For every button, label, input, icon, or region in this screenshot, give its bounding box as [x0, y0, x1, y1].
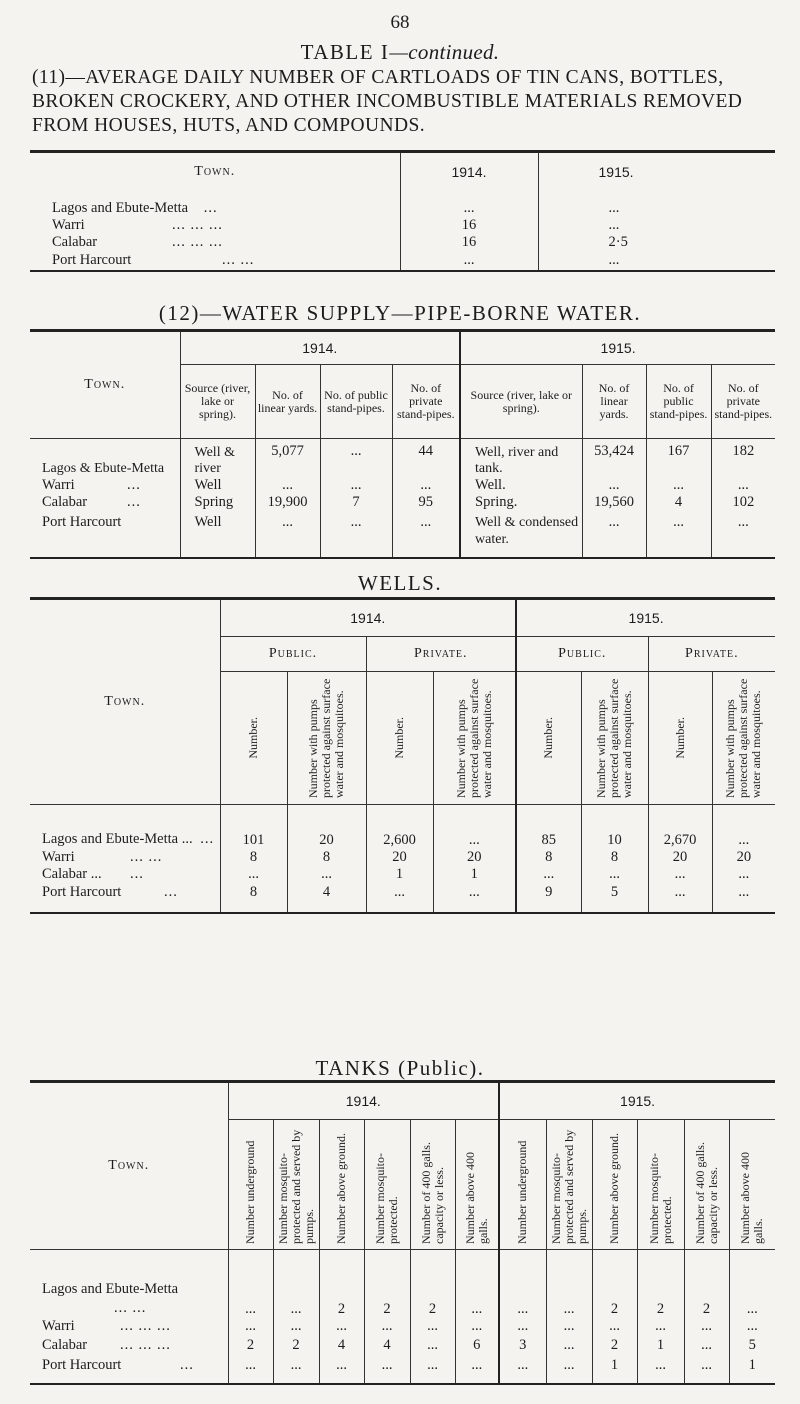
table-row — [30, 234, 775, 251]
col-mosquito-pumps: Number mosquito-protected and served by pumps. — [548, 1129, 589, 1244]
cell-value: ... — [546, 1356, 592, 1384]
cell-linear-yards-1915: ... — [582, 512, 646, 558]
town-name: Calabar — [42, 1337, 88, 1353]
cell-private-1915: ... — [711, 477, 775, 494]
cell-value: ... — [455, 1356, 499, 1384]
leader-dots: ... — [130, 865, 144, 882]
cell-public-1914: ... — [320, 477, 392, 494]
cell-1915: 2·5 — [538, 234, 775, 251]
col-number: Number. — [246, 717, 260, 759]
cell-source-1915: Well, river and tank. — [460, 439, 582, 477]
cell-value: 2 — [364, 1250, 410, 1318]
col-above-400: Number above 400 galls. — [738, 1151, 766, 1244]
leader-dots: ... ... — [114, 1299, 147, 1316]
table-pipe-borne-water — [30, 329, 775, 559]
wells-heading: WELLS. — [357, 571, 443, 595]
table-row — [30, 512, 775, 558]
leader-dots: ... ... — [130, 848, 163, 865]
col-mosquito-protected: Number mosquito-protected. — [646, 1152, 674, 1244]
leader-dots: ... ... ... — [172, 216, 223, 233]
town-name: Port Harcourt — [42, 513, 122, 530]
table-row — [30, 251, 775, 271]
town-name: Lagos and Ebute-Metta — [42, 1280, 179, 1297]
col-mosquito-pumps: Number mosquito-protected and served by pumps. — [275, 1129, 316, 1244]
cell-value: ... — [684, 1318, 729, 1336]
cell-value: ... — [319, 1356, 364, 1384]
cell-number: 2,600 — [366, 805, 433, 849]
header-1914: 1914. — [220, 599, 516, 637]
header-town: Town. — [84, 377, 126, 392]
col-linear-yards-1914: No. of linear yards. — [255, 365, 320, 439]
cell-linear-yards-1914: 19,900 — [255, 494, 320, 512]
table-row — [30, 883, 775, 913]
cell-value: ... — [499, 1250, 546, 1318]
cell-value: ... — [455, 1250, 499, 1318]
cell-pumps: ... — [287, 866, 366, 883]
table-row — [30, 805, 775, 849]
cell-1914: ... — [400, 251, 538, 271]
cell-linear-yards-1915: ... — [582, 477, 646, 494]
header-1915: 1915. — [516, 599, 775, 637]
col-number: Number. — [392, 717, 406, 759]
header-1914: 1914. — [228, 1082, 499, 1120]
header-1915: 1915. — [499, 1082, 775, 1120]
cell-value: ... — [228, 1250, 273, 1318]
cell-number: 8 — [220, 883, 287, 913]
cell-number: ... — [220, 866, 287, 883]
table-tanks — [30, 1080, 775, 1385]
cell-pumps: ... — [712, 805, 775, 849]
col-400-or-less: Number of 400 galls. capacity or less. — [418, 1141, 446, 1244]
col-above-400: Number above 400 galls. — [462, 1151, 490, 1244]
cell-value: ... — [410, 1356, 455, 1384]
cell-source-1914: Well — [180, 477, 255, 494]
cell-value: 4 — [319, 1336, 364, 1356]
cell-source-1914: Well — [180, 512, 255, 558]
cell-value: 2 — [592, 1250, 637, 1318]
cell-public-1915: ... — [646, 512, 711, 558]
cell-private-1914: ... — [392, 512, 460, 558]
cell-value: 1 — [637, 1336, 684, 1356]
cell-source-1915: Well & condensed water. — [460, 512, 582, 558]
leader-dots: ... — [180, 1356, 194, 1373]
cell-source-1915: Spring. — [460, 494, 582, 512]
col-above-ground: Number above ground. — [334, 1132, 348, 1244]
cell-value: 3 — [499, 1336, 546, 1356]
leader-dots: ... ... ... — [120, 1318, 171, 1334]
col-public-standpipes-1915: No. of public stand-pipes. — [646, 365, 711, 439]
cell-value: 2 — [684, 1250, 729, 1318]
cell-value: ... — [364, 1356, 410, 1384]
table-row — [30, 217, 775, 234]
cell-value: ... — [499, 1356, 546, 1384]
town-name: Warri — [42, 848, 75, 865]
cell-value: ... — [729, 1318, 775, 1336]
header-private-1915: Private. — [648, 637, 775, 672]
col-pumps: Number with pumps protected against surface water and mosquitoes. — [723, 678, 764, 798]
cell-private-1914: ... — [392, 477, 460, 494]
cell-value: 2 — [592, 1336, 637, 1356]
cell-value: ... — [410, 1318, 455, 1336]
cell-private-1914: 95 — [392, 494, 460, 512]
cell-number: 85 — [516, 805, 581, 849]
cell-number: 20 — [648, 849, 712, 866]
town-name: Port Harcourt — [52, 251, 132, 268]
town-name: Calabar ... — [42, 865, 102, 882]
cell-value: ... — [684, 1336, 729, 1356]
cell-pumps: ... — [712, 883, 775, 913]
cell-1914: 16 — [400, 217, 538, 234]
page-number: 68 — [390, 12, 410, 33]
leader-dots: ... — [127, 494, 141, 510]
cell-private-1915: 182 — [711, 439, 775, 477]
cell-value: 2 — [319, 1250, 364, 1318]
section-11-heading: (11)—AVERAGE DAILY NUMBER OF CARTLOADS OF TIN CANS, BOTTLES, BROKEN CROCKERY, AND OTHER INCOMBUSTIBLE MATERIALS REMOVED FROM HOUSES, HUTS, AND COMPOUNDS. — [32, 67, 743, 136]
cell-value: ... — [228, 1356, 273, 1384]
cell-value: 5 — [729, 1336, 775, 1356]
cell-number: ... — [648, 866, 712, 883]
section-12-heading: (12)—WATER SUPPLY—PIPE-BORNE WATER. — [158, 301, 642, 325]
cell-pumps: ... — [433, 883, 516, 913]
cell-value: 2 — [637, 1250, 684, 1318]
town-name: Warri — [52, 216, 85, 233]
leader-dots: ... ... ... — [172, 233, 223, 250]
cell-pumps: ... — [581, 866, 648, 883]
cell-1915: ... — [538, 251, 775, 271]
cell-value: 2 — [273, 1336, 319, 1356]
table-row — [30, 1356, 775, 1384]
cell-pumps: 20 — [712, 849, 775, 866]
col-number: Number. — [541, 717, 556, 759]
town-name: Port Harcourt — [42, 1356, 122, 1373]
cell-value: 4 — [364, 1336, 410, 1356]
cell-pumps: 8 — [581, 849, 648, 866]
cell-value: ... — [546, 1336, 592, 1356]
col-pumps: Number with pumps protected against surface water and mosquitoes. — [453, 678, 494, 798]
cell-linear-yards-1915: 53,424 — [582, 439, 646, 477]
col-linear-yards-1915: No. of linear yards. — [582, 365, 646, 439]
cell-pumps: 4 — [287, 883, 366, 913]
cell-number: ... — [648, 883, 712, 913]
header-1914: 1914. — [180, 331, 460, 365]
cell-1915: ... — [538, 217, 775, 234]
table-row — [30, 866, 775, 883]
header-private-1914: Private. — [366, 637, 516, 672]
cell-value: 6 — [455, 1336, 499, 1356]
leader-dots: ... — [200, 830, 215, 847]
cell-public-1915: 4 — [646, 494, 711, 512]
cell-value: 2 — [410, 1250, 455, 1318]
cell-public-1914: ... — [320, 439, 392, 477]
cell-pumps: 20 — [433, 849, 516, 866]
town-name: Calabar — [52, 233, 98, 250]
table-row — [30, 477, 775, 494]
cell-value: ... — [684, 1356, 729, 1384]
table-row — [30, 1336, 775, 1356]
col-source-1915: Source (river, lake or spring). — [460, 365, 582, 439]
cell-number: ... — [366, 883, 433, 913]
col-source-1914: Source (river, lake or spring). — [180, 365, 255, 439]
cell-value: ... — [592, 1318, 637, 1336]
cell-pumps: ... — [712, 866, 775, 883]
header-public-1915: Public. — [516, 637, 648, 672]
tanks-heading: TANKS (Public). — [315, 1056, 485, 1080]
cell-value: 1 — [729, 1356, 775, 1384]
cell-1914: 16 — [400, 234, 538, 251]
col-private-standpipes-1914: No. of private stand-pipes. — [392, 365, 460, 439]
table-row — [30, 1318, 775, 1336]
cell-linear-yards-1914: ... — [255, 477, 320, 494]
cell-value: ... — [637, 1356, 684, 1384]
cell-number: 9 — [516, 883, 581, 913]
town-name: Lagos and Ebute-Metta — [52, 199, 189, 216]
cell-private-1914: 44 — [392, 439, 460, 477]
cell-pumps: 20 — [287, 805, 366, 849]
cell-value: 2 — [228, 1336, 273, 1356]
leader-dots: ... — [203, 199, 218, 216]
table-row — [30, 200, 775, 217]
col-underground: Number underground — [515, 1140, 530, 1244]
cell-number: 101 — [220, 805, 287, 849]
cell-public-1915: 167 — [646, 439, 711, 477]
cell-value: ... — [455, 1318, 499, 1336]
cell-value: ... — [273, 1318, 319, 1336]
town-name: Lagos & Ebute-Metta — [42, 460, 165, 476]
header-1914: 1914. — [400, 152, 538, 192]
town-name: Port Harcourt — [42, 883, 122, 900]
cell-source-1914: Spring — [180, 494, 255, 512]
town-name: Warri — [42, 476, 75, 493]
cell-value: ... — [319, 1318, 364, 1336]
header-public-1914: Public. — [220, 637, 366, 672]
cell-pumps: 1 — [433, 866, 516, 883]
cell-pumps: ... — [433, 805, 516, 849]
cell-pumps: 5 — [581, 883, 648, 913]
cell-pumps: 10 — [581, 805, 648, 849]
town-name: Lagos and Ebute-Metta ... — [42, 830, 193, 847]
cell-value: ... — [546, 1318, 592, 1336]
cell-value: ... — [228, 1318, 273, 1336]
cell-value: ... — [410, 1336, 455, 1356]
col-mosquito-protected: Number mosquito-protected. — [373, 1152, 400, 1244]
cell-public-1914: 7 — [320, 494, 392, 512]
cell-public-1914: ... — [320, 512, 392, 558]
header-town: Town. — [194, 164, 236, 180]
table-row — [30, 494, 775, 512]
cell-value: ... — [546, 1250, 592, 1318]
col-private-standpipes-1915: No. of private stand-pipes. — [711, 365, 775, 439]
col-400-or-less: Number of 400 galls. capacity or less. — [692, 1141, 720, 1244]
col-public-standpipes-1914: No. of public stand-pipes. — [320, 365, 392, 439]
table-wells — [30, 597, 775, 914]
header-town: Town. — [104, 694, 146, 709]
cell-value: ... — [273, 1250, 319, 1318]
town-name: Calabar — [42, 494, 88, 510]
cell-private-1915: ... — [711, 512, 775, 558]
header-1915: 1915. — [460, 331, 775, 365]
cell-public-1915: ... — [646, 477, 711, 494]
table-row — [30, 1250, 775, 1318]
cell-value: ... — [637, 1318, 684, 1336]
cell-private-1915: 102 — [711, 494, 775, 512]
header-town: Town. — [108, 1158, 150, 1173]
cell-number: 8 — [516, 849, 581, 866]
leader-dots: ... ... — [222, 251, 255, 268]
col-number: Number. — [672, 717, 687, 759]
leader-dots: ... — [127, 476, 141, 493]
cell-value: ... — [729, 1250, 775, 1318]
col-underground: Number underground — [243, 1140, 257, 1244]
table-title-suffix: —continued. — [389, 40, 500, 64]
table-row — [30, 439, 775, 477]
header-1915: 1915. — [538, 152, 775, 192]
cell-value: ... — [273, 1356, 319, 1384]
leader-dots: ... ... ... — [120, 1337, 171, 1353]
cell-pumps: 8 — [287, 849, 366, 866]
cell-number: ... — [516, 866, 581, 883]
table-title — [0, 40, 800, 65]
cell-value: ... — [364, 1318, 410, 1336]
cell-value: 1 — [592, 1356, 637, 1384]
cell-linear-yards-1914: 5,077 — [255, 439, 320, 477]
table-row — [30, 849, 775, 866]
table-cartloads — [30, 150, 775, 272]
town-name: Warri — [42, 1318, 75, 1334]
cell-number: 20 — [366, 849, 433, 866]
cell-linear-yards-1915: 19,560 — [582, 494, 646, 512]
cell-value: ... — [499, 1318, 546, 1336]
col-pumps: Number with pumps protected against surface water and mosquitoes. — [306, 678, 346, 798]
cell-number: 8 — [220, 849, 287, 866]
cell-linear-yards-1914: ... — [255, 512, 320, 558]
cell-source-1914: Well & river — [180, 439, 255, 477]
cell-1914: ... — [400, 200, 538, 217]
leader-dots: ... — [164, 883, 178, 900]
col-above-ground: Number above ground. — [607, 1132, 622, 1244]
table-title-main: TABLE I — [300, 40, 390, 64]
cell-1915: ... — [538, 200, 775, 217]
cell-source-1915: Well. — [460, 477, 582, 494]
cell-number: 1 — [366, 866, 433, 883]
col-pumps: Number with pumps protected against surface water and mosquitoes. — [594, 678, 635, 798]
cell-number: 2,670 — [648, 805, 712, 849]
